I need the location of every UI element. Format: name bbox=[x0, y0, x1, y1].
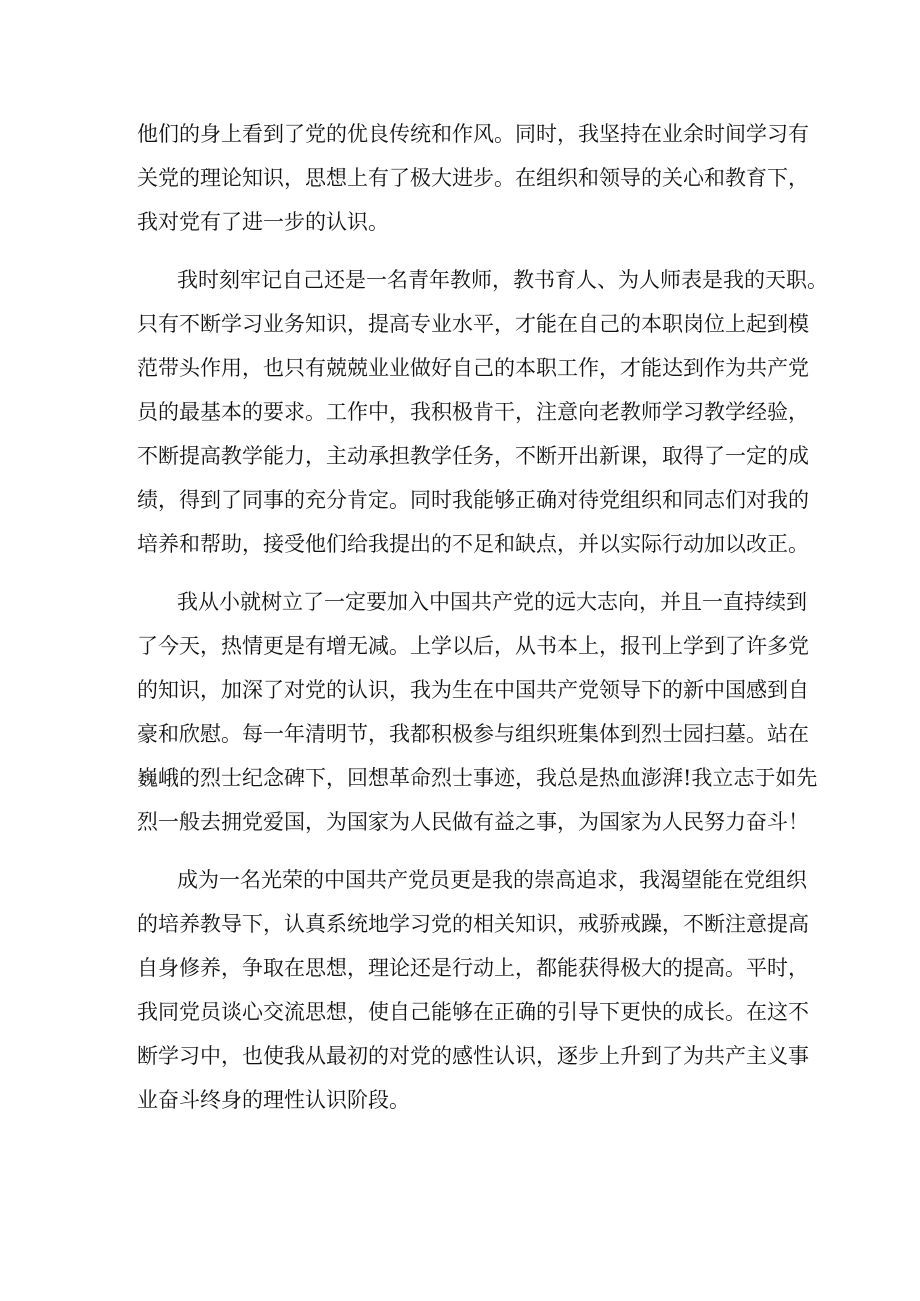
text-line: 我时刻牢记自己还是一名青年教师，教书育人、为人师表是我的天职。 bbox=[177, 268, 828, 292]
document-body bbox=[137, 112, 828, 1122]
paragraph bbox=[137, 258, 828, 566]
text-line: 培养和帮助，接受他们给我提出的不足和缺点，并以实际行动加以改正。 bbox=[137, 532, 809, 556]
text-line: 的培养教导下，认真系统地学习党的相关知识，戒骄戒躁，不断注意提高 bbox=[137, 912, 809, 936]
text-line: 豪和欣慰。每一年清明节，我都积极参与组织班集体到烈士园扫墓。站在 bbox=[137, 722, 809, 746]
text-line: 的知识，加深了对党的认识，我为生在中国共产党领导下的新中国感到自 bbox=[137, 678, 809, 702]
text-line: 关党的理论知识，思想上有了极大进步。在组织和领导的关心和教育下， bbox=[137, 166, 809, 190]
text-line: 员的最基本的要求。工作中，我积极肯干，注意向老教师学习教学经验， bbox=[137, 400, 809, 424]
paragraph bbox=[137, 858, 809, 1122]
paragraph bbox=[137, 112, 809, 244]
text-line: 我从小就树立了一定要加入中国共产党的远大志向，并且一直持续到 bbox=[177, 590, 807, 614]
text-line: 不断提高教学能力，主动承担教学任务，不断开出新课，取得了一定的成 bbox=[137, 444, 809, 468]
text-line: 我同党员谈心交流思想，使自己能够在正确的引导下更快的成长。在这不 bbox=[137, 1000, 809, 1024]
text-line: 业奋斗终身的理性认识阶段。 bbox=[137, 1088, 410, 1112]
paragraph bbox=[137, 580, 818, 844]
text-line: 自身修养，争取在思想，理论还是行动上，都能获得极大的提高。平时， bbox=[137, 956, 809, 980]
text-line: 绩，得到了同事的充分肯定。同时我能够正确对待党组织和同志们对我的 bbox=[137, 488, 809, 512]
text-line: 成为一名光荣的中国共产党员更是我的崇高追求，我渴望能在党组织 bbox=[177, 868, 807, 892]
text-line: 烈一般去拥党爱国，为国家为人民做有益之事，为国家为人民努力奋斗！ bbox=[137, 810, 809, 834]
text-line: 我对党有了进一步的认识。 bbox=[137, 210, 389, 234]
text-line: 巍峨的烈士纪念碑下，回想革命烈士事迹，我总是热血澎湃!我立志于如先 bbox=[137, 766, 818, 790]
text-line: 断学习中，也使我从最初的对党的感性认识，逐步上升到了为共产主义事 bbox=[137, 1044, 809, 1068]
text-line: 范带头作用，也只有兢兢业业做好自己的本职工作，才能达到作为共产党 bbox=[137, 356, 809, 380]
text-line: 他们的身上看到了党的优良传统和作风。同时，我坚持在业余时间学习有 bbox=[137, 122, 809, 146]
text-line: 了今天，热情更是有增无减。上学以后，从书本上，报刊上学到了许多党 bbox=[137, 634, 809, 658]
text-line: 只有不断学习业务知识，提高专业水平，才能在自己的本职岗位上起到模 bbox=[137, 312, 809, 336]
